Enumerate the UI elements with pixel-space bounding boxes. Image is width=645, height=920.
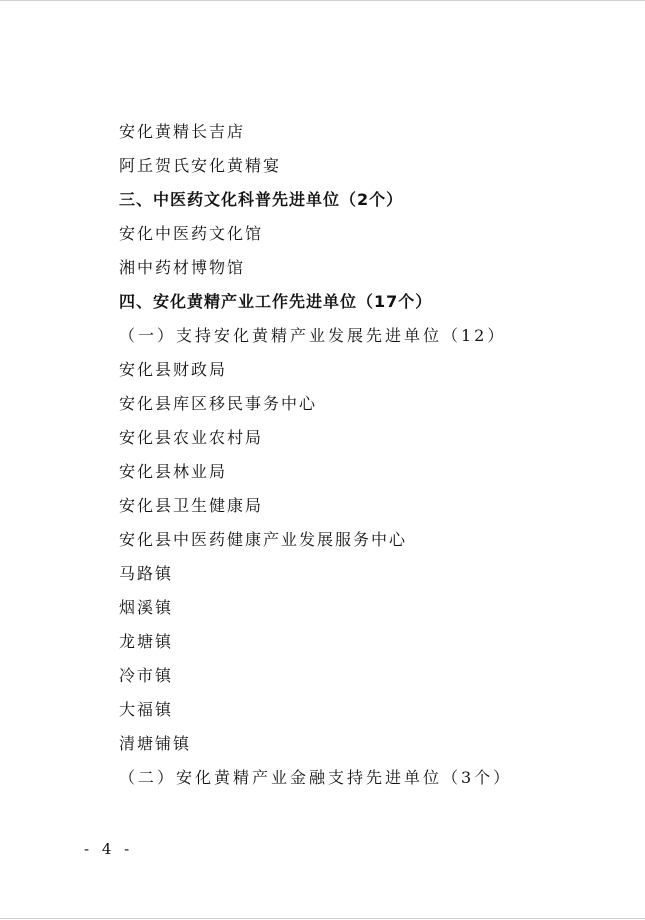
list-item: 安化县林业局	[119, 462, 228, 481]
list-item: 湘中药材博物馆	[119, 258, 246, 277]
list-item: 安化县农业农村局	[119, 428, 264, 447]
section-heading: 四、安化黄精产业工作先进单位（17个）	[119, 292, 433, 311]
list-item: 安化中医药文化馆	[119, 224, 264, 243]
list-item: 安化县库区移民事务中心	[119, 394, 318, 413]
page-number: - 4 -	[84, 840, 134, 858]
list-item: 阿丘贺氏安化黄精宴	[119, 156, 282, 175]
bottom-border-line	[0, 918, 645, 919]
list-item: 烟溪镇	[119, 598, 174, 617]
list-item: 龙塘镇	[119, 632, 174, 651]
subsection-heading: （一）支持安化黄精产业发展先进单位（12）	[119, 326, 507, 345]
section-heading: 三、中医药文化科普先进单位（2个）	[119, 190, 404, 209]
list-item: 大福镇	[119, 700, 174, 719]
subsection-heading: （二）安化黄精产业金融支持先进单位（3个）	[119, 768, 513, 787]
list-item: 安化黄精长吉店	[119, 122, 246, 141]
list-item: 冷市镇	[119, 666, 174, 685]
list-item: 清塘铺镇	[119, 734, 192, 753]
list-item: 安化县财政局	[119, 360, 228, 379]
list-item: 安化县中医药健康产业发展服务中心	[119, 530, 408, 549]
list-item: 马路镇	[119, 564, 174, 583]
list-item: 安化县卫生健康局	[119, 496, 264, 515]
